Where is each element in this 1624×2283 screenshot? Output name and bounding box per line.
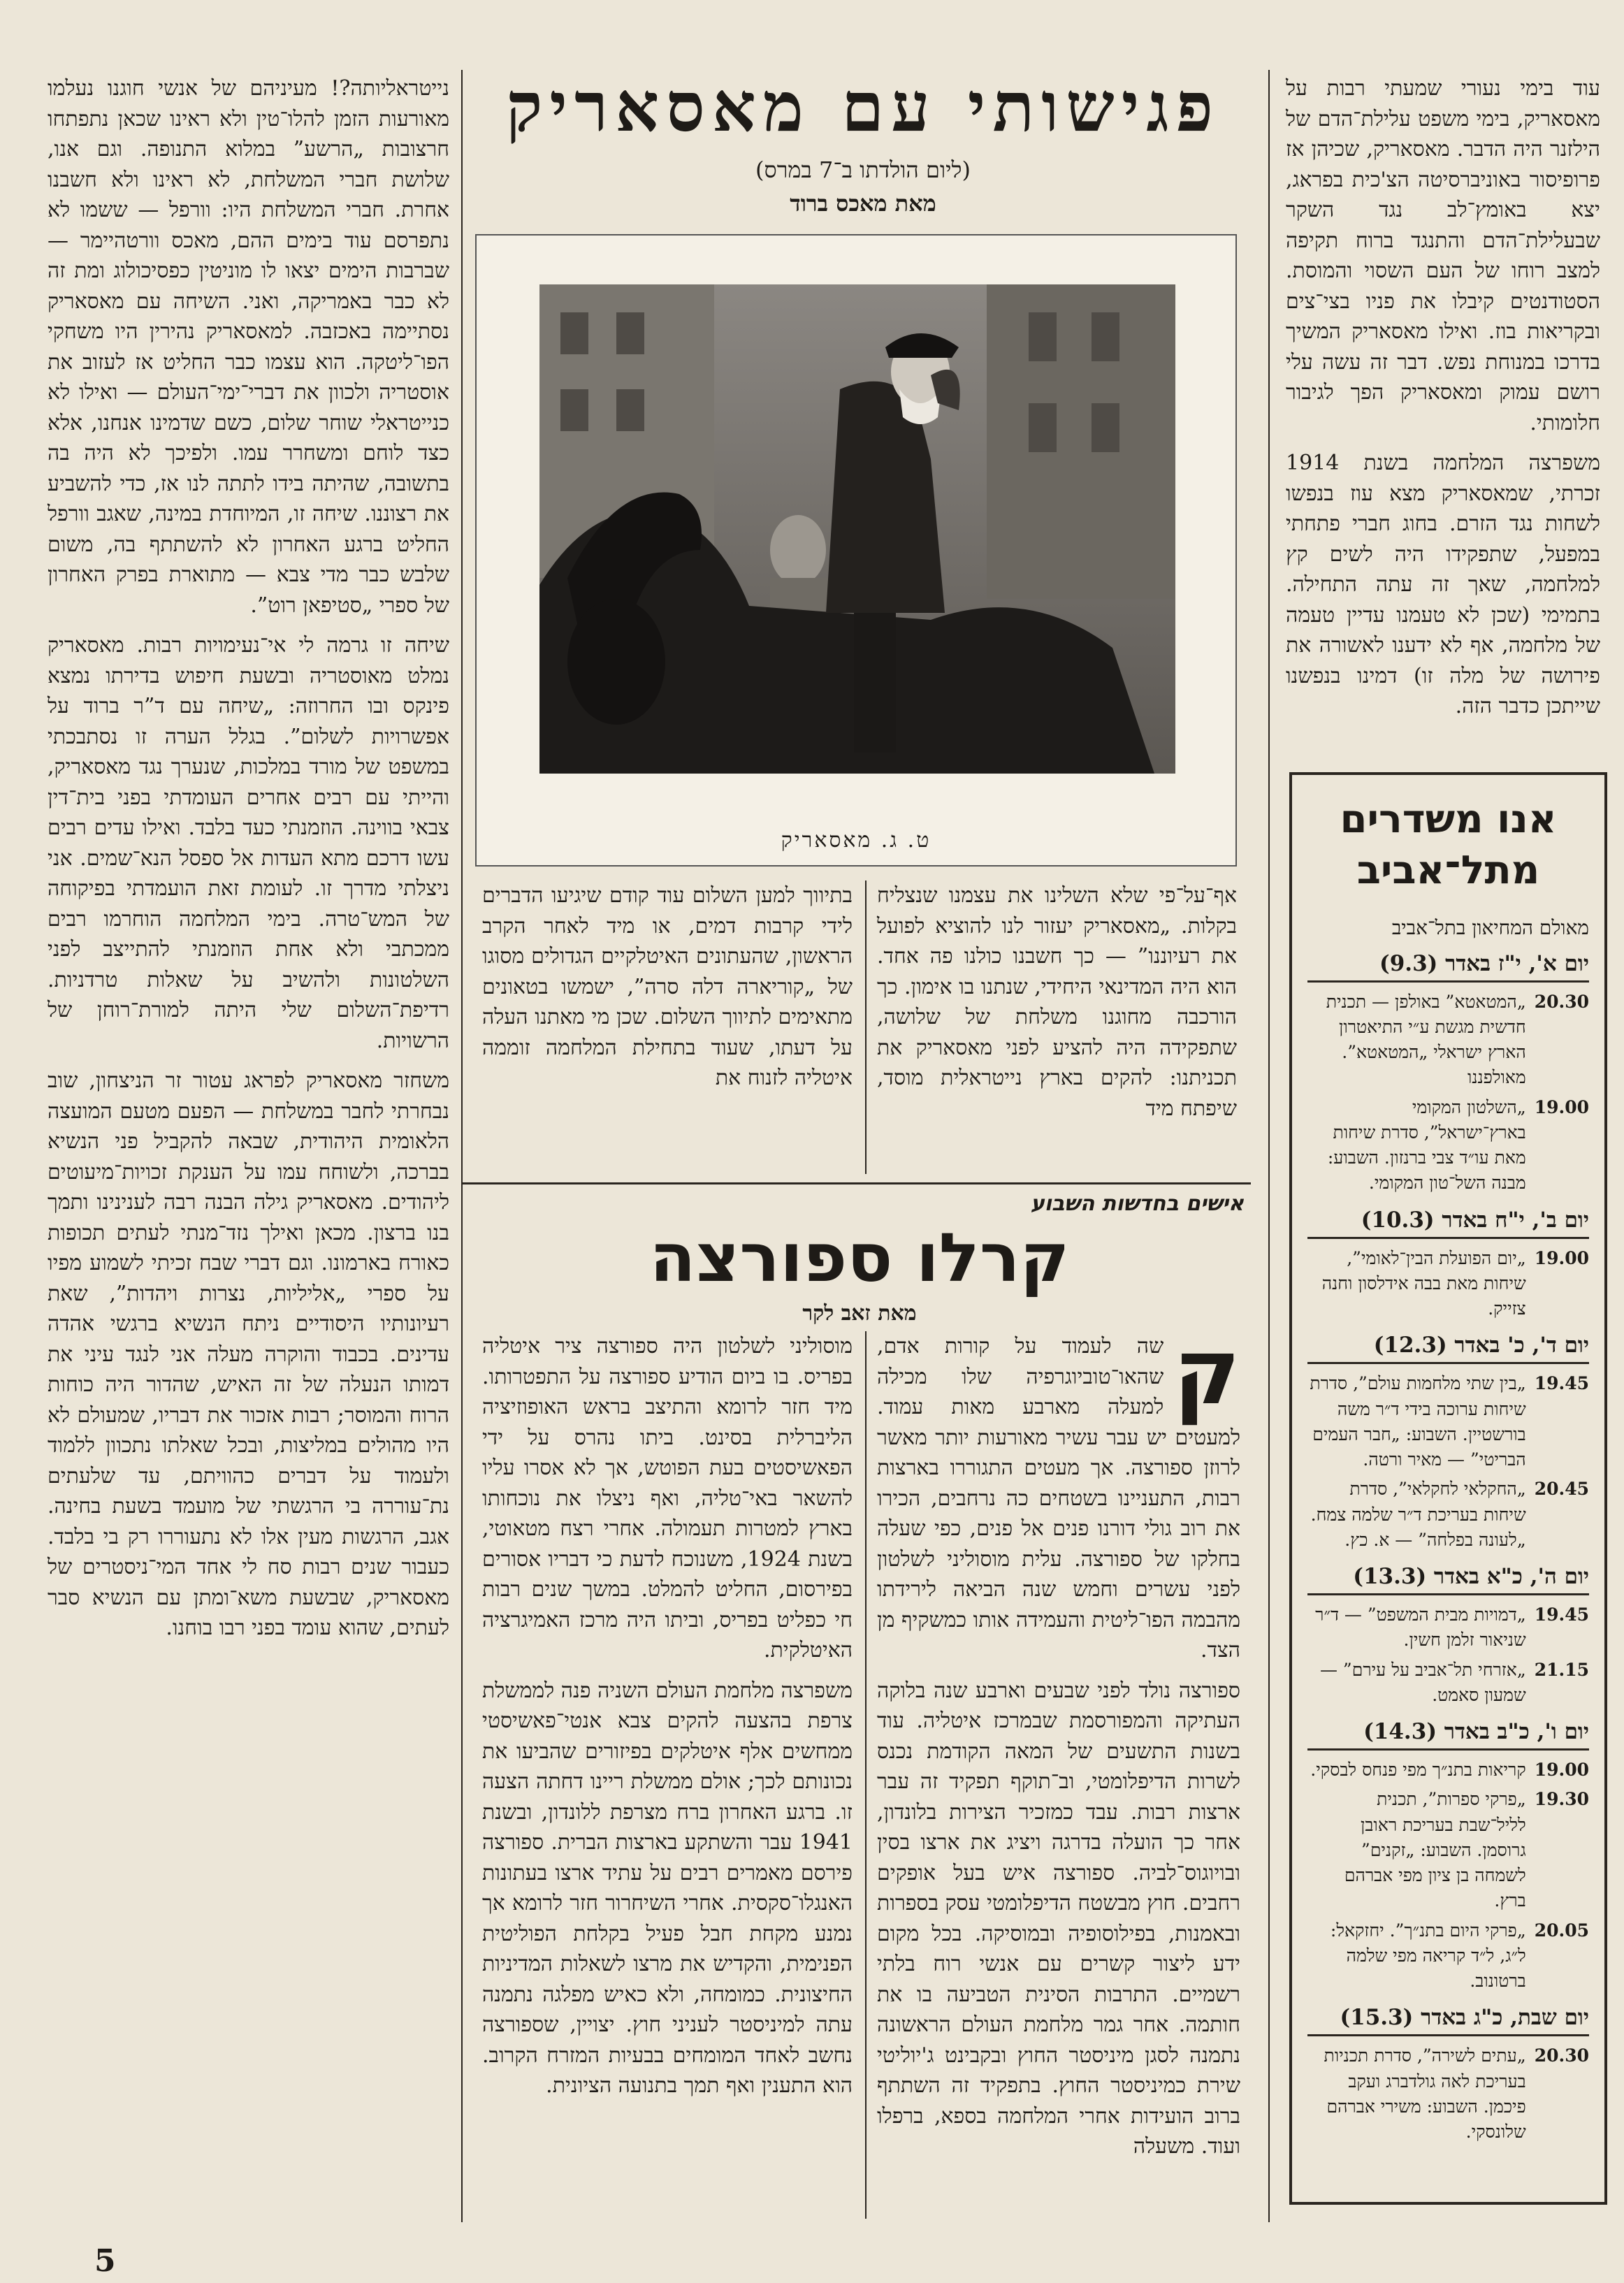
schedule-time: 21.15 — [1534, 1659, 1589, 1680]
schedule-item — [1307, 1477, 1589, 1553]
schedule-day-heading: יום א', י"ז באדר (9.3) — [1307, 951, 1589, 983]
masaryk-photo — [539, 284, 1175, 774]
schedule-time: 19.00 — [1534, 1760, 1589, 1781]
schedule-description: „בין שתי מלחמות עולם”, סדרת שיחות ערוכה בידי ד״ר משה בורשטיין. השבוע: „חבר העמים הבריטי” — מאיר ורטה. — [1310, 1373, 1526, 1470]
masaryk-header — [475, 67, 1251, 231]
masaryk-col-mid-right — [877, 880, 1237, 1167]
masaryk-photo-frame — [475, 234, 1237, 867]
masaryk-col-left — [48, 73, 449, 2226]
schedule-time: 20.30 — [1534, 2045, 1589, 2066]
masaryk-right-paragraph: עוד בימי נעורי שמעתי רבות על מאסאריק, בימי משפט עלילת־הדם של הילזנר היה הדבר. מאסאריק, שכיהן אז פרופיסור באוניברסיטה הצ'כית בפראג, יצא באומץ־לב נגד השקר שבעלילת־הדם והתנגד ברוח תקיפה למצב רוחו של העם השסוי והמוסת. הסטודנטים קיבלו את פניו בצי־צים ובקריאות בוז. ואילו מאסאריק המשיך בדרכו במנוחת נפש. דבר זה עשה עלי רושם עמוק ומאסאריק הפך לגיבור חלומותי. — [1286, 76, 1600, 435]
page-number: 5 — [94, 2243, 116, 2279]
sforza-col-left — [482, 1331, 853, 2222]
sforza-byline: מאת זאב לקר — [802, 1300, 917, 1326]
sforza-header — [475, 1191, 1244, 1331]
column-rule — [1268, 769, 1270, 2222]
masaryk-mid-left-paragraph: בתיווך למען השלום עוד קודם שיגיעו הדברים לידי קרבות דמים, או מיד לאחר הקרב הראשון, שהעתונים האיטלקיים הגדולים מסוגו של „קוריארה דלה סרה”, ישמשו בטאונים מתאימים לתיווך השלום. שכן מי מאתנו העלה על דעתו, שעוד בתחילת המלחמה זוממה איטליה לזנוח את — [482, 883, 853, 1090]
schedule-description: „אזרחי תל־אביב על עירם” — שמעון סאמט. — [1319, 1659, 1526, 1705]
schedule-item — [1307, 990, 1589, 1091]
column-rule — [865, 1331, 867, 2219]
sforza-kicker: אישים בחדשות השבוע — [1030, 1191, 1244, 1216]
sforza-right-paragraph: ספורצה נולד לפני שבעים וארבע שנה בלוקה העתיקה והמפורסמת שבמרכז איטליה. עוד בשנות התשעים של המאה הקודמת נכנס לשרות הדיפלומטי, וב־תוקף תפקיד זה עבר ארצות רבות. עבד כמזכיר הצירות בלונדון, אחר כך הועלה בדרגה ויציג את ארצו בסין ובויוגוס־לביה. ספורצה איש בעל אופקים רחבים. חוץ מבשטח הדיפלומטי עסק בספרות ובאמנות, בפילוסופיה ובמוסיקה. בכל מקום ידע ליצור קשרים עם אנשי רוח בלתי רשמיים. התרבות הסינית הטביעה בו את חותמה. אחר גמר מלחמת העולם הראשונה נתמנה לסגן מיניסטר החוץ ובקבינט ג'יוליטי שירת כמיניסטר החוץ. בתפקיד זה השתתף ברוב הועידות אחרי המלחמה בספא, ברפלו ועוד. משעלה — [877, 1678, 1240, 2159]
horse-rider-photo-icon — [539, 284, 1175, 774]
masaryk-byline: מאת מאכס ברוד — [790, 189, 936, 217]
schedule-time: 20.45 — [1534, 1479, 1589, 1500]
schedule-description: „עתים לשירה”, סדרת תכניות בעריכת לאה גולדברג ועקב פיכמן. השבוע: משירי אברהם שלונסקי. — [1324, 2045, 1526, 2143]
schedule-item — [1307, 1787, 1589, 1913]
masaryk-title: פגישותי עם מאסאריק — [505, 67, 1221, 147]
schedule-item — [1307, 1918, 1589, 1994]
schedule-day-heading: יום ה', כ"א באדר (13.3) — [1307, 1564, 1589, 1595]
schedule-item — [1307, 1757, 1589, 1783]
radio-schedule-title: אנו משדרים מתל־אביב — [1340, 797, 1557, 893]
schedule-item — [1307, 1095, 1589, 1196]
column-rule — [1268, 70, 1270, 769]
schedule-time: 19.45 — [1534, 1373, 1589, 1394]
schedule-time: 19.45 — [1534, 1604, 1589, 1625]
schedule-item — [1307, 1371, 1589, 1472]
schedule-day-heading: יום שבת, כ"ג באדר (15.3) — [1307, 2005, 1589, 2036]
schedule-day-heading: יום ו', כ"ב באדר (14.3) — [1307, 1719, 1589, 1751]
column-rule — [461, 70, 463, 2222]
sforza-left-paragraph: משפרצה מלחמת העולם השניה פנה לממשלת צרפת בהצעה להקים צבא אנטי־פאשיסטי ממחשים אלף איטלקים בפיזורים שהביעו את נכונותם לכך; אולם ממשלת ריינו דחתה הצעה זו. ברגע האחרון ברח מצרפת ללונדון, ובשנת 1941 עבר והשתקע בארצות הברית. ספורצה פירסם מאמרים רבים על עתיד ארצו בעתונות האנגלו־סקסית. אחרי השיחרור חזר לרומא אך נמנע מקחת חבל פעיל בקלחת הפוליטית הפנימית, והקדיש את מרצו לשאלות המדיניות החיצונית. כמומחה, ולא כאיש מפלגה נתמנה עתה למיניסטר לעניני חוץ. יצויין, שספורצה נחשב לאחד המומחים בבעיות המזרח הקרוב. הוא התענין ואף תמך בתנועה הציונית. — [482, 1678, 853, 2098]
masaryk-left-paragraph: נייטראליותה?! מעיניהם של אנשי חוגנו נעלמו מאורעות הזמן להלו־טין ולא ראינו שכאן נתפתחו חרצובות „הרשע” במלוא התנופה. וגם אנו, שלושת חברי המשלחת, לא ראינו ולא חשבנו אחרת. חברי המשלחת היו: וורפל — ששמו לא נתפרסם עוד בימים ההם, מאכס וורטהיימר — שברבות הימים יצאו לו מוניטין כפסיכולוג ומת זה לא כבר באמריקה, ואני. השיחה עם מאסאריק נסתיימה באכזבה. למאסאריק נהירין היו משחקי הפו־ליטקה. הוא עצמו כבר החליט אז לעזוב את אוסטריה ולכוון את דברי־ימי־העולם — ואילו לא כנייטראלי שוחר שלום, כשם שדמינו אנחנו, אלא כצד לוחם ומשחרר עמו. ולפיכך לא היה בה בתשובה, שהיתה בידו לתתה לנו אז, כדי להשביע את רצוננו. שיחה זו, המיוחדת במינה, שאגב וורפל החליט ברגע האחרון לא להשתתף בה, משום שלבש כבר מדי צבא — מתוארת בפרק האחרון של ספרי „סטיפאן רוט”. — [48, 76, 449, 618]
sforza-right-text: שה לעמוד על קורות אדם, שהאו־טוביוגרפיה שלו מכילה למעלה מארבע מאות עמוד. למעטים יש עבר עשיר מאורעות יותר מאשר לרוזן ספורצה. אך מעטים התגוררו בארצות רבות, התעניינו בשטחים כה נרחבים, הכירו את רוב גולי דורנו פנים אל פנים, כפי שעלה בחלקו של ספורצה. עלית מוסוליני לשלטון לפני עשרים וחמש שנה הביאה לירידתו מהבמה הפו־ליטית והעמידה אותו כמשקיף מן הצד. — [876, 1334, 1240, 1662]
masaryk-left-paragraph: שיחה זו גרמה לי אי־נעימויות רבות. מאסאריק נמלט מאוסטריה ובשעת חיפוש בדירתו נמצא פינקס ובו החרוזה: „שיחה עם ד”ר ברוד על אפשרויות לשלום”. בגלל הערה זו נסתבכתי במשפט של מורד במלכות, שנערך נגד מאסאריק, והייתי עם רבים אחרים העומדתי בפני בית־דין צבאי בווינה. הוזמנתי כעד בלבד. ואילו עדים רבים עשו דרכם מתא העדות אל ספסל הנא־שמים. אני ניצלתי מדרך זו. לעומת זאת הועמדתי בפיקוחה של המש־טרה. בימי המלחמה הוחרמו רבים ממכתבי ולא אחת הוזמנתי להתייצב לפני השלטונות ולהשיב על שאלות טרדניות. רדיפת־השלום שלי היתה למורת־רוחן של הרשויות. — [48, 633, 449, 1053]
schedule-description: „דמויות מבית המשפט” — ד״ר שניאור זלמן חשין. — [1315, 1604, 1526, 1651]
radio-schedule-box — [1289, 772, 1607, 2205]
schedule-time: 19.00 — [1534, 1247, 1589, 1268]
section-divider — [461, 1182, 1251, 1184]
masaryk-photo-caption: ט. ג. מאסאריק — [781, 828, 931, 853]
masaryk-right-paragraph: משפרצה המלחמה בשנת 1914 זכרתי, שמאסאריק מצא עוז בנפשו לשחות נגד הזרם. בחוג חברי פתחתי במפעל, שתפקידו היה לשים קץ למלחמה, שאך זה עתה התחילה. בתמימי (שכן לא טעמנו עדיין טעמה של מלחמה, אף לא ידענו לאשורה את פירושה של מלה זו) דמינו בנפשנו שייתכן כדבר הזה. — [1286, 451, 1600, 718]
schedule-day-heading: יום ד', כ' באדר (12.3) — [1307, 1333, 1589, 1364]
schedule-time: 19.00 — [1534, 1096, 1589, 1117]
schedule-description: „החקלאי לחקלאי”, סדרת שיחות בעריכת ד״ר שלמה צמח. „לעונה בפלחה” — א. כץ. — [1310, 1479, 1526, 1550]
schedule-description: קריאות בתנ״ך מפי פנחס לבסקי. — [1310, 1760, 1526, 1781]
sforza-title: קרלו ספורצה — [649, 1219, 1070, 1297]
schedule-description: „יום הפועלת הבין־לאומי”, שיחות מאת בבה אידלסון וחנה צזייק. — [1321, 1247, 1526, 1319]
schedule-item — [1307, 2043, 1589, 2145]
schedule-description: „פרקי ספרות”, תכנית לליל־שבת בעריכת ראובן גרוסמן. השבוע: „זקנים” לשמחה בן ציון מפי אברהם ברץ. — [1344, 1789, 1526, 1911]
sforza-dropcap: ק — [1173, 1319, 1240, 1425]
masaryk-col-mid-left — [482, 880, 853, 1167]
schedule-time: 20.05 — [1534, 1920, 1589, 1941]
masaryk-col-right — [1286, 73, 1600, 758]
sforza-left-paragraph: מוסוליני לשלטון היה ספורצה ציר איטליה בפריס. בו ביום הודיע ספורצה על התפטרותו. מיד חזר לרומא והתיצב בראש האופוזיציה הליברלית בסינט. ביתו נהרס על ידי הפאשיסטים בעת הפוטש, אך לא אסרו עליו להשאר באי־טליה, ואף ניצלו את נוכחותו בארץ למטרות תעמולה. אחרי רצח מטאוטי, בשנת 1924, משנוכח לדעת כי דבריו אסורים בפירסום, החליט להמלט. במשך שנים רבות חי כפליט בפריס, וביתו היה מרכז האמיגרציה האיטלקית. — [482, 1334, 853, 1662]
masaryk-mid-right-paragraph: אף־על־פי שלא השלינו את עצמנו שנצליח בקלות. „מאסאריק יעזור לנו להוציא לפועל את רעיוננו” — כך חשבנו כולנו פה אחד. הוא היה המדינאי היחידי, שנתנו בו אימון. כך הורכבה מחוגנו משלחת של שלושה, שתפקידה היה להציע לפני מאסאריק את תכניתנו: להקים בארץ נייטראלית מוסד, שיפתח מיד — [877, 883, 1237, 1121]
schedule-time: 19.30 — [1534, 1789, 1589, 1810]
sforza-col-right — [876, 1319, 1240, 2222]
schedule-item — [1307, 1602, 1589, 1653]
column-rule — [865, 880, 867, 1174]
schedule-item — [1307, 1658, 1589, 1709]
masaryk-left-paragraph: משחזר מאסאריק לפראג עטור זר הניצחון, שוב נבחרתי לחבר במשלחת — הפעם מטעם המועצה הלאומית היהודית, שבאה להקביל פני הנשיא בברכה, ולשוחח עמו על הענקת זכויות־מיעוטים ליהודים. מאסאריק גילה הבנה רבה לענינינו ותמך בנו ברצון. מכאן ואילך נזד־מנתי לעתים תכופות כאורח בארמונו. וגם דברי שבח זכיתי לשמוע מפיו על ספרי „אליליות, נצרות ויהדות”, שאת רעיונותיו היסודיים ניתח הנשיא ברגשי אהדה עדינים. בכבוד והוקרה מעלה אני לנגד עיני את דמותו הנעלה של זה האיש, שהדור היה כוחות הרוח והמוסר; רבות אזכור את דבריו, שמעולם לא היו מהולים במליצות, ובכל שאלתו נתכוון ללמוד ולעמוד על דברים כהוויתם, עד שלעתים נת־עוררה בי הרגשתי של מועמד בשעת בחינה. אגב, הרגשות מעין אלו לא נתעוררו רק בי בלבד. כעבור שנים רבות סח לי אחד המי־ניסטרים של מאסאריק, שבשעת משא־ומתן עם הנשיא סבר לעתים, שהוא עומד בפני רבו בוחנו. — [48, 1068, 449, 1640]
schedule-time: 20.30 — [1534, 991, 1589, 1012]
schedule-description: „פרקי היום בתנ״ך”. יחזקאל: ל״ג, ל״ד קריאה מפי שלמה ברטונוב. — [1330, 1920, 1526, 1992]
radio-schedule-location: מאולם המחיאון בתל־אביב — [1391, 915, 1589, 939]
schedule-item — [1307, 1246, 1589, 1322]
schedule-day-heading: יום ב', י"ח באדר (10.3) — [1307, 1208, 1589, 1239]
schedule-description: „השלטון המקומי בארץ־ישראל”, סדרת שיחות מאת עו״ד צבי ברנזון. השבוע: מבנה השל־טון המקומי. — [1327, 1096, 1526, 1194]
schedule-description: „המטאטא” באולפן — תכנית חדשית מגשת ע״י התיאטרון הארץ ישראלי „המטאטא”. מאולפננו — [1326, 991, 1526, 1088]
masaryk-subtitle: (ליום הולדתו ב־7 במרס) — [755, 156, 971, 183]
radio-schedule-days — [1307, 951, 1589, 2145]
sforza-right-paragraph — [876, 1319, 1240, 1666]
